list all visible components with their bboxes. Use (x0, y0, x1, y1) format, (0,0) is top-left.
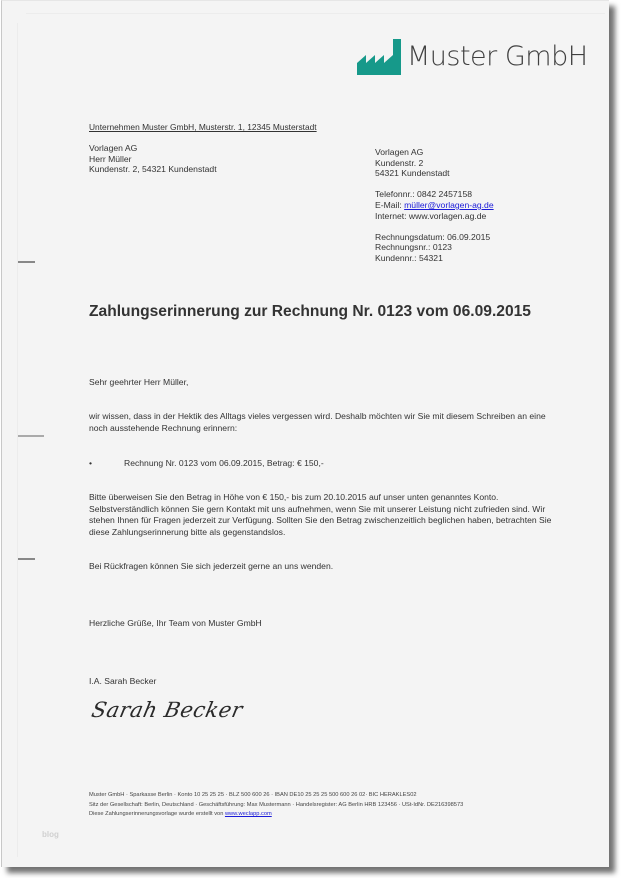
invoice-list-item (89, 458, 324, 468)
recipient-company: Vorlagen AG (89, 143, 138, 153)
invoice-list-text: Rechnung Nr. 0123 vom 06.09.2015, Betrag: € 150,- (124, 458, 324, 468)
email-link[interactable]: müller@vorlagen-ag.de (404, 199, 494, 210)
signer-name: I.A. Sarah Becker (89, 676, 157, 686)
page-inner-edge (17, 23, 18, 857)
document-page (1, 0, 609, 867)
handwritten-signature: Sarah Becker (89, 698, 246, 722)
company-name: Muster GmbH (407, 41, 588, 72)
info-phone: Telefonnr.: 0842 2457158 (375, 189, 473, 200)
footer-bank-line: Muster GmbH · Sparkasse Berlin · Konto 10 25 25 25 · BLZ 500 600 26 · IBAN DE10 25 25 25 500 600 26 02· BIC HERAKLES02 (89, 792, 417, 798)
info-company: Vorlagen AG (375, 147, 424, 157)
fold-mark-bottom (18, 558, 35, 560)
fold-mark-top (18, 261, 35, 263)
weclapp-link[interactable]: www.weclapp.com (224, 811, 272, 818)
footer-company-line: Sitz der Gesellschaft: Berlin, Deutschland · Geschäftsführung: Max Mustermann · Handelsregister: AG Berlin HRB 123456 · USt-IdNr. DE216398573 (89, 801, 464, 808)
recipient-street-city: Kundenstr. 2, 54321 Kundenstadt (89, 164, 217, 175)
company-logo (357, 39, 588, 75)
sender-address-line: Unternehmen Muster GmbH, Musterstr. 1, 12345 Musterstadt (89, 122, 317, 132)
info-city: 54321 Kundenstadt (375, 168, 450, 179)
recipient-address (89, 143, 217, 175)
factory-icon (357, 39, 402, 75)
info-customer-number: Kundennr.: 54321 (375, 252, 443, 263)
info-block (375, 147, 494, 264)
intro-paragraph: wir wissen, dass in der Hektik des Alltags vieles vergessen wird. Deshalb möchten wir Sie mit diesem Schreiben an eine noch ausstehende Rechnung erinnern: (89, 411, 546, 433)
closing: Herzliche Grüße, Ihr Team von Muster GmbH (89, 618, 262, 628)
info-invoice-date: Rechnungsdatum: 06.09.2015 (375, 231, 491, 242)
footer-credit-line: Diese Zahlungserinnerungsvorlage wurde erstellt von www.weclapp.com (89, 811, 272, 818)
hole-punch-mark (18, 435, 44, 437)
info-invoice-number: Rechnungsnr.: 0123 (375, 242, 452, 253)
recipient-person: Herr Müller (89, 153, 132, 164)
payment-paragraph: Bitte überweisen Sie den Betrag in Höhe von € 150,- bis zum 20.10.2015 auf unser unten genanntes Konto. Selbstverständlich können Sie gern Kontakt mit uns aufnehmen, wenn Sie mit unserer Leistung nicht zufrieden sind. Wir stehen Ihnen für Fragen jederzeit zur Verfügung. Sollten Sie den Betrag zwischenzeitlich beglichen haben, betrachten Sie diese Zahlungserinnerung bitte als gegenstandslos. (89, 492, 552, 537)
info-email: E-Mail: müller@vorlagen-ag.de (375, 199, 494, 210)
watermark: blog (42, 830, 59, 839)
footer (89, 791, 463, 820)
info-internet: Internet: www.vorlagen.ag.de (375, 210, 487, 221)
page-inner-top (26, 13, 605, 14)
subject-heading: Zahlungserinnerung zur Rechnung Nr. 0123 vom 06.09.2015 (89, 303, 531, 320)
bullet-icon: • (89, 458, 93, 468)
info-street: Kundenstr. 2 (375, 157, 424, 168)
questions-paragraph: Bei Rückfragen können Sie sich jederzeit gerne an uns wenden. (89, 561, 334, 571)
salutation: Sehr geehrter Herr Müller, (89, 377, 189, 387)
